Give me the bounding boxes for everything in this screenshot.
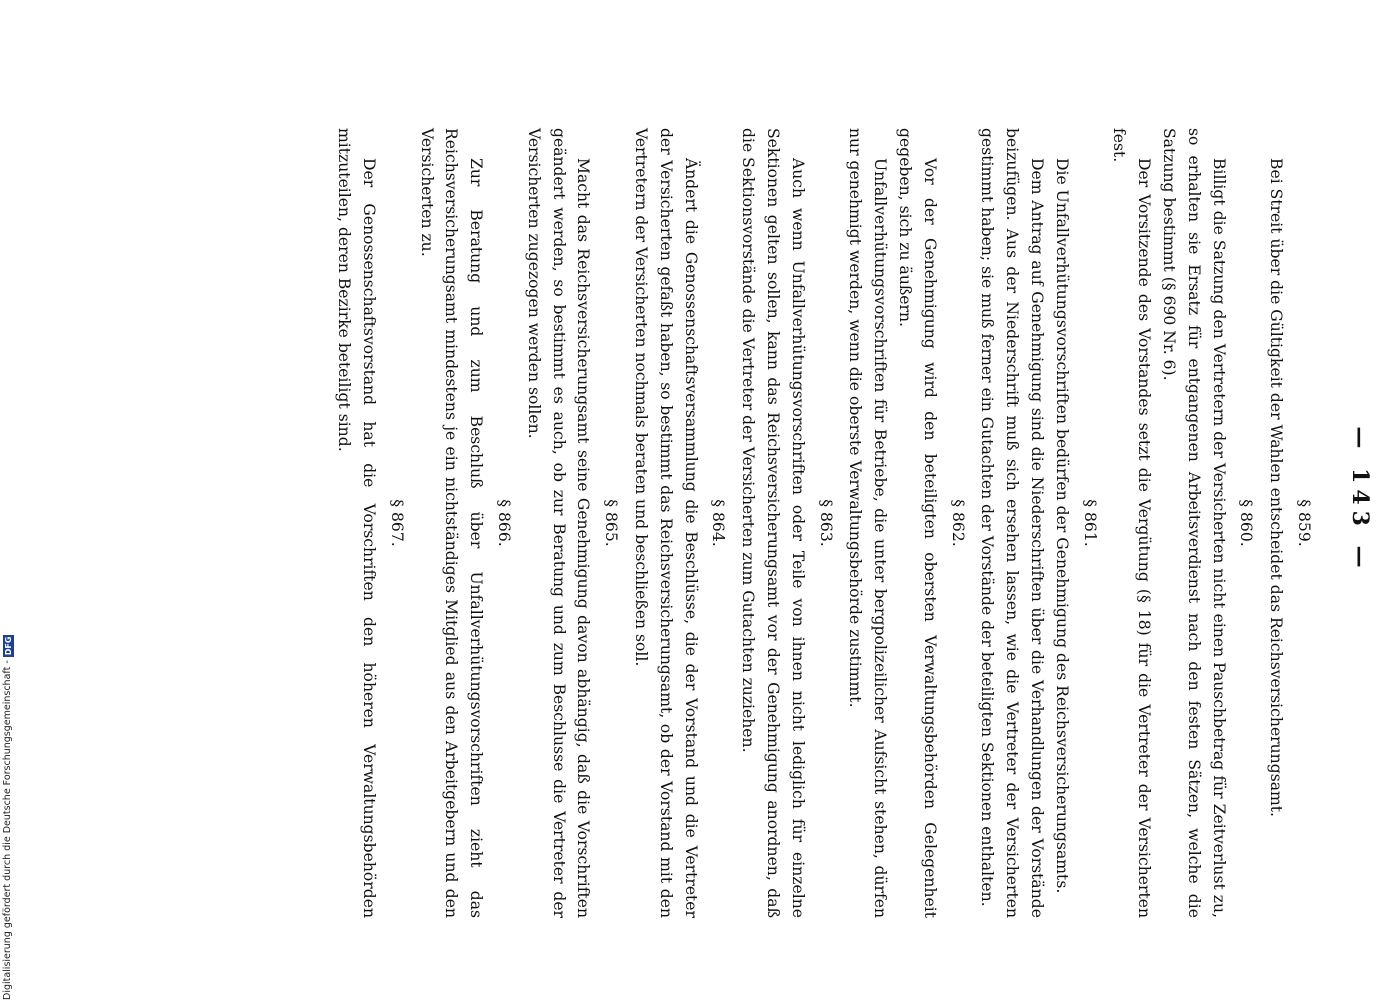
paragraph: Auch wenn Unfallverhütungsvorschriften oder Teile von ihnen nicht lediglich für einzelne Sektionen gelten sollen, kann das Reichsversicherungsamt vor der Genehmigung anordnen, daß die Sektionsvorstände die Vertreter der Versicherten zum Gutachten zuziehen.: [739, 128, 807, 918]
section-heading: § 860.: [1237, 499, 1256, 547]
paragraph: Bei Streit über die Gültigkeit der Wahlen entscheidet das Reichsversicherungsamt.: [1267, 158, 1286, 818]
section-heading: § 866.: [495, 499, 514, 547]
paragraph: Zur Beratung und zum Beschluß über Unfallverhütungsvorschriften zieht das Reichsversicherungsamt mindestens je ein nichtständiges Mitglied aus den Arbeitgebern und den Versicherten zu.: [417, 128, 486, 918]
section-heading: § 864.: [709, 499, 728, 547]
section-heading: § 867.: [387, 499, 406, 547]
section-heading: § 859.: [1295, 499, 1313, 547]
paragraph: Dem Antrag auf Genehmigung sind die Niederschriften über die Verhandlungen der Vorstände beizufügen. Aus der Niederschrift muß sich ersehen lassen, wie die Vertreter der Versicherten gestimmt haben; sie muß ferner ein Gutachten der Vorstände der beteiligten Sektionen enthalten.: [978, 128, 1047, 918]
paragraph: Ändert die Genossenschaftsversammlung die Beschlüsse, die der Vorstand und die Vertreter der Versicherten gefaßt haben, so bestimmt das Reichsversicherungsamt, ob der Vorstand mit den Vertretern der Versicherten nochmals beraten und beschließen soll.: [632, 128, 700, 918]
paragraph: Der Vorsitzende des Vorstandes setzt die Vergütung (§ 18) für die Vertreter der Versicherten fest.: [1110, 128, 1154, 918]
dfg-logo-icon: DFG: [3, 636, 13, 656]
paragraph: Billigt die Satzung den Vertretern der Versicherten nicht einen Pauschbetrag für Zeitverlust zu, so erhalten sie Ersatz für entgangenen Arbeitsverdienst nach den festen Sätzen, welche die Satzung bestimmt (§ 690 Nr. 6).: [1160, 128, 1228, 918]
digitization-footer: [0, 600, 16, 1000]
paragraph: Unfallverhütungsvorschriften für Betriebe, die unter bergpolizeilicher Aufsicht stehen, dürfen nur genehmigt werden, wenn die oberste Verwaltungsbehörde zustimmt.: [846, 128, 890, 918]
section-heading: § 862.: [948, 499, 967, 547]
footer-text: Digitalisierung gefördert durch die Deutsche Forschungsgemeinschaft -: [2, 660, 13, 1000]
section-heading: § 861.: [1080, 499, 1099, 547]
paragraph: Der Genossenschaftsvorstand hat die Vorschriften den höheren Verwaltungsbehörden mitzuteilen, deren Bezirke beteiligt sind.: [335, 128, 379, 918]
paragraph: Die Unfallverhütungsvorschriften bedürfen der Genehmigung des Reichsversicherungsamts.: [1052, 158, 1071, 894]
section-heading: § 865.: [602, 499, 621, 547]
page-number: — 143 —: [1347, 426, 1373, 574]
paragraph: Vor der Genehmigung wird den beteiligten obersten Verwaltungsbehörden Gelegenheit gegeben, sich zu äußern.: [896, 128, 939, 918]
paragraph: Macht das Reichsversicherungsamt seine Genehmigung davon abhängig, daß die Vorschriften geändert werden, so bestimmt es auch, ob zur Beratung und zum Beschlusse die Vertreter der Versicherten zugezogen werden sollen.: [524, 128, 593, 918]
body-text: [332, 128, 1321, 918]
section-heading: § 863.: [816, 499, 835, 547]
